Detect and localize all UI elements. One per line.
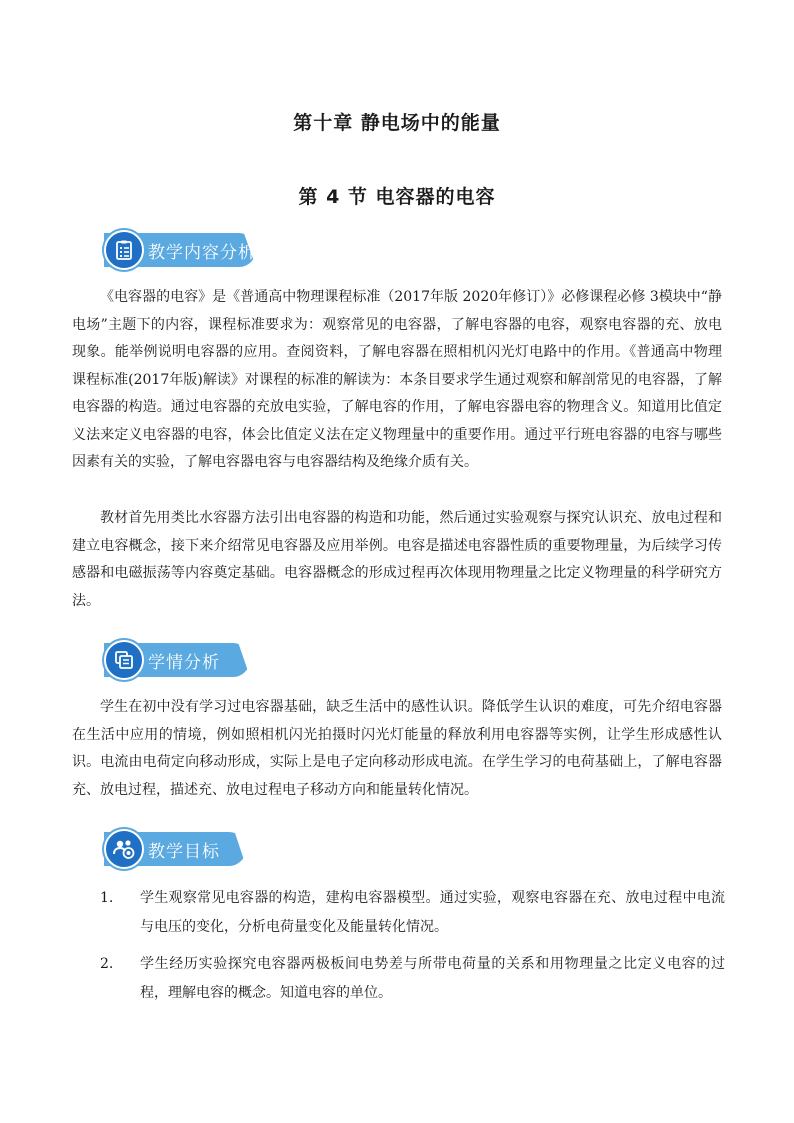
content-analysis-banner — [104, 230, 256, 270]
teaching-goals-banner — [104, 829, 246, 869]
clipboard-list-icon — [104, 230, 144, 270]
list-number: 2. — [100, 956, 114, 972]
chapter-title: 第十章 静电场中的能量 — [293, 112, 501, 134]
banner-label: 教学内容分析 — [148, 243, 256, 263]
student-analysis-banner — [104, 640, 250, 680]
student-analysis-paragraph: 学生在初中没有学习过电容器基础，缺乏生活中的感性认识。降低学生认识的难度，可先介绍电容器在生活中应用的情境，例如照相机闪光拍摄时闪光灯能量的释放利用电容器等实例，让学生形成感性认识。电流由电荷定向移动形成，实际上是电子定向移动形成电流。在学生学习的电荷基础上，了解电容器充、放电过程，描述充、放电过程电子移动方向和能量转化情况。 — [72, 699, 722, 798]
banner-label: 教学目标 — [148, 842, 220, 862]
teaching-goal-item-1 — [100, 884, 725, 942]
banner-label: 学情分析 — [148, 653, 220, 673]
teaching-goal-item-2 — [100, 950, 725, 1008]
list-item-text: 学生经历实验探究电容器两极板间电势差与所带电荷量的关系和用物理量之比定义电容的过程，理解电容的概念。知道电容的单位。 — [140, 956, 725, 1001]
content-analysis-paragraph-2: 教材首先用类比水容器方法引出电容器的构造和功能，然后通过实验观察与探究认识充、放电过程和建立电容概念，接下来介绍常见电容器及应用举例。电容是描述电容器性质的重要物理量，为后续学习传感器和电磁振荡等内容奠定基础。电容器概念的形成过程再次体现用物理量之比定义物理量的科学研究方法。 — [72, 510, 722, 609]
people-target-icon — [104, 829, 144, 869]
stacked-cards-icon — [104, 640, 144, 680]
list-number: 1. — [100, 890, 114, 906]
list-item-text: 学生观察常见电容器的构造，建构电容器模型。通过实验，观察电容器在充、放电过程中电流与电压的变化，分析电荷量变化及能量转化情况。 — [140, 890, 725, 935]
content-analysis-paragraph-1: 《电容器的电容》是《普通高中物理课程标准（2017年版 2020年修订）》必修课程必修 3模块中“静电场”主题下的内容，课程标准要求为：观察常见的电容器，了解电容器的电容，观察电容器的充、放电现象。能举例说明电容器的应用。查阅资料，了解电容器在照相机闪光灯电路中的作用。《普通高中物理课程标准(2017年版)解读》对课程的标准的解读为：本条目要求学生通过观察和解剖常见的电容器，了解电容器的构造。通过电容器的充放电实验，了解电容的作用，了解电容器电容的物理含义。知道用比值定义法来定义电容器的电容，体会比值定义法在定义物理量中的重要作用。通过平行班电容器的电容与哪些因素有关的实验，了解电容器电容与电容器结构及绝缘介质有关。 — [72, 289, 722, 470]
section-title: 第 4 节 电容器的电容 — [298, 186, 496, 208]
